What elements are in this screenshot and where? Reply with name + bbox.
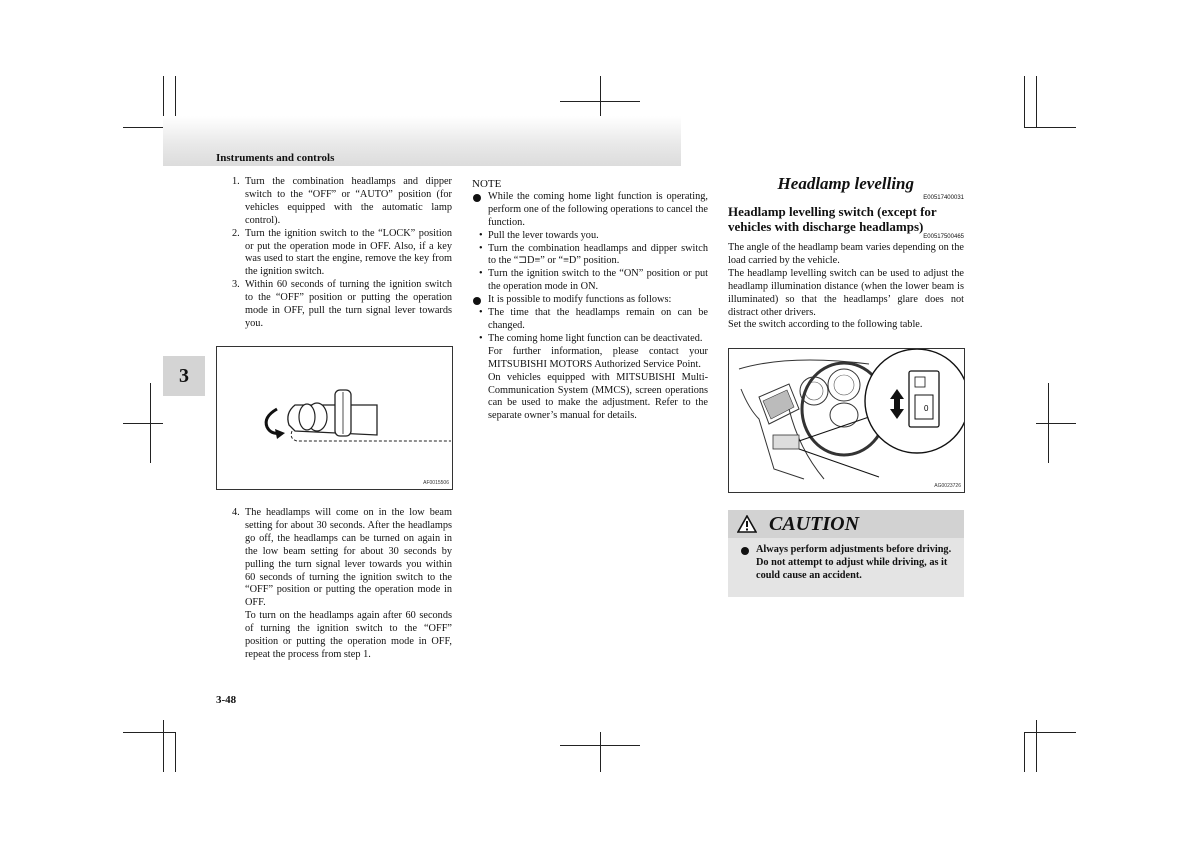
step-text: Turn the ignition switch to the “LOCK” position or put the operation mode in OFF. Also, if a key was used to start the engine, remove the key from the ignition switch. — [245, 227, 452, 278]
right-column-body — [728, 242, 964, 332]
sub-item-text: Pull the lever towards you. — [488, 229, 599, 241]
step-4 — [232, 507, 452, 610]
figure-code: AF0015506 — [423, 480, 449, 486]
caution-line: Do not attempt to adjust while driving, as it could cause an accident. — [756, 556, 948, 581]
bullet-dot — [473, 297, 481, 305]
bullet-dot — [741, 547, 749, 555]
levelling-switch-figure — [728, 348, 965, 493]
caution-line: Always perform adjustments before driving. — [756, 544, 952, 555]
subsection-heading: Headlamp levelling switch (except for vehicles with discharge headlamps) — [728, 204, 937, 234]
turn-signal-lever-illustration — [217, 347, 452, 489]
note-paragraph: On vehicles equipped with MITSUBISHI Multi-Communication System (MMCS), screen operations can be used to make the adjustment. Refer to the separate owner’s manual for details. — [488, 371, 708, 422]
note-bullet-1 — [472, 191, 708, 230]
step-number: 2. — [232, 227, 240, 239]
warning-triangle-icon — [737, 515, 757, 533]
sub-item: • Pull the lever towards you. — [479, 229, 599, 241]
page-number: 3-48 — [216, 694, 237, 706]
body-paragraph: The headlamp levelling switch can be used to adjust the headlamp illumination distance (when the lower beam is illuminated) so that the headlamps’ glare does not distract other drivers. — [728, 267, 964, 318]
steps-list-continued — [232, 507, 452, 610]
left-column — [232, 176, 452, 331]
step-number: 1. — [232, 176, 240, 187]
section-title: Instruments and controls — [216, 152, 335, 164]
switch-digit: 0 — [924, 404, 929, 413]
middle-column — [472, 178, 708, 423]
figure-code: AG0023726 — [934, 483, 961, 489]
steps-list — [232, 176, 452, 331]
caution-bullet — [740, 544, 960, 583]
body-paragraph: The angle of the headlamp beam varies depending on the load carried by the vehicle. — [728, 242, 964, 266]
sub-item-text: The time that the headlamps remain on can be changed. — [488, 307, 708, 331]
step-2 — [232, 228, 452, 280]
body-paragraph: Set the switch according to the following table. — [728, 319, 923, 331]
sub-item: • Turn the combination headlamps and dipper switch to the “⊐D≡” or “≡D” position. — [479, 242, 708, 267]
sub-item-text: Turn the combination headlamps and dipper switch to the “⊐D≡” or “≡D” position. — [488, 242, 708, 267]
sub-item-text: The coming home light function can be deactivated. — [488, 332, 703, 344]
subsection-code: E00517500465 — [923, 234, 964, 240]
section-heading: Headlamp levelling — [777, 174, 914, 193]
chapter-tab: 3 — [163, 356, 205, 396]
caution-text — [740, 544, 960, 583]
step-3 — [232, 279, 452, 331]
sub-item-text: Turn the ignition switch to the “ON” position or put the operation mode in ON. — [488, 268, 708, 293]
step-4-continuation: To turn on the headlamps again after 60 seconds of turning the ignition switch to the “OFF” position or putting the operation mode in OFF, repeat the process from step 1. — [245, 610, 452, 660]
step-text: Within 60 seconds of turning the ignition switch to the “OFF” position or putting the operation mode in OFF, pull the turn signal lever towards you. — [245, 279, 452, 329]
caution-box — [728, 510, 964, 597]
left-column-lower — [232, 507, 452, 662]
section-code: E00517400031 — [923, 195, 964, 201]
step-1 — [232, 176, 452, 228]
dashboard-illustration — [729, 349, 964, 492]
caution-title: CAUTION — [769, 513, 860, 535]
caution-header — [728, 510, 964, 538]
sub-item: • The coming home light function can be deactivated. — [479, 332, 703, 344]
bullet-dot — [473, 194, 481, 202]
step-text: Turn the combination headlamps and dipper switch to the “OFF” or “AUTO” position (for vehicles equipped with the automatic lamp control). — [245, 176, 452, 226]
note-label: NOTE — [472, 178, 502, 190]
note-paragraph: For further information, please contact your MITSUBISHI MOTORS Authorized Service Point. — [488, 345, 708, 370]
bullet-text: While the coming home light function is operating, perform one of the following operations to cancel the function. — [488, 190, 708, 228]
step-number: 3. — [232, 279, 240, 291]
step-number: 4. — [232, 507, 240, 518]
sub-item: • Turn the ignition switch to the “ON” position or put the operation mode in ON. — [479, 268, 708, 293]
step-text: The headlamps will come on in the low beam setting for about 30 seconds. After the headlamps go off, the headlamps can be turned on again in the low beam setting for about 30 seconds by pulling the turn signal lever towards you within 60 seconds of turning the ignition switch to the “OFF” position or putting the operation mode in OFF. — [245, 507, 452, 609]
sub-item: • The time that the headlamps remain on can be changed. — [479, 307, 708, 331]
bullet-text: It is possible to modify functions as follows: — [488, 294, 672, 306]
turn-signal-lever-figure — [216, 346, 453, 490]
note-bullet-2 — [472, 294, 708, 307]
